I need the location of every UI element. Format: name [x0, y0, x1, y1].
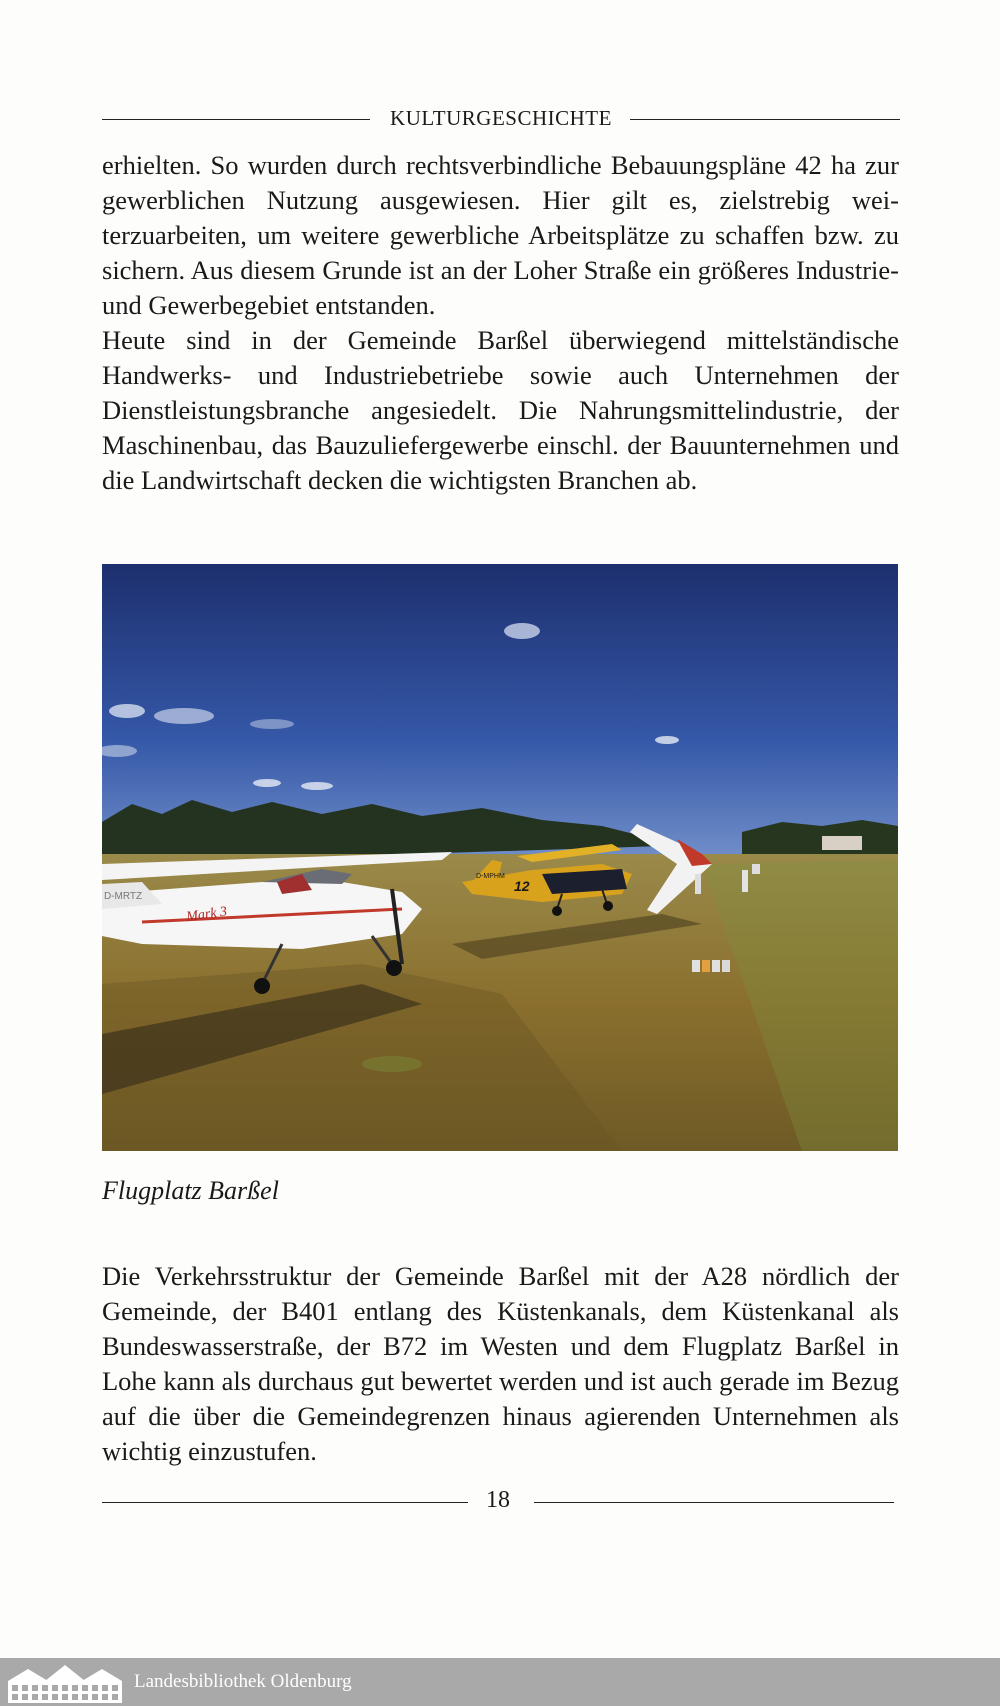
paragraph-3: Die Verkehrsstruktur der Gemeinde Barßel mit der A28 nördlich der Gemeinde, der B401 entlang des Küstenkanals, dem Küstenkanal als Bundeswasserstraße, der B72 im Westen und dem Flugplatz Barßel in Lohe kann als durchaus gut bewertet werden und ist auch gerade im Bezug auf die über die Gemeindegrenzen hinaus agierenden Unternehmen als wichtig einzustufen. — [102, 1261, 899, 1466]
race-number-label: 12 — [514, 878, 530, 894]
page-number: 18 — [486, 1487, 510, 1513]
paragraph-1: erhielten. So wurden durch rechtsverbindliche Bebauungspläne 42 ha zur gewerblichen Nutzung ausgewiesen. Hier gilt es, zielstrebig weiterzuarbeiten, um weitere gewerbliche Arbeitsplätze zu schaffen bzw. zu sichern. Aus diesem Grunde ist an der Loher Straße ein größeres Industrie- und Gewerbegebiet entstanden. — [102, 150, 899, 320]
aircraft-name-label: Mark 3 — [185, 904, 228, 925]
figure-caption: Flugplatz Barßel — [102, 1176, 279, 1205]
section-title: KULTURGESCHICHTE — [102, 106, 900, 131]
library-name: Landesbibliothek Oldenburg — [134, 1671, 352, 1692]
registration-left-label: D-MRTZ — [104, 891, 143, 902]
paragraph-2: Heute sind in der Gemeinde Barßel überwiegend mittelständische Handwerks- und Industriebetriebe sowie auch Unternehmen der Dienstleistungsbranche angesiedelt. Die Nahrungsmittelindustrie, der Maschinenbau, das Bauzuliefergewerbe einschl. der Bauunternehmen und die Landwirtschaft decken die wichtigsten Branchen ab. — [102, 325, 899, 495]
registration-label: D-MPHM — [476, 873, 505, 880]
library-bar — [0, 1658, 1000, 1706]
library-building-icon — [8, 1663, 122, 1703]
page-footer — [102, 1485, 894, 1521]
running-header — [102, 104, 900, 134]
airfield-photo — [102, 564, 898, 1151]
